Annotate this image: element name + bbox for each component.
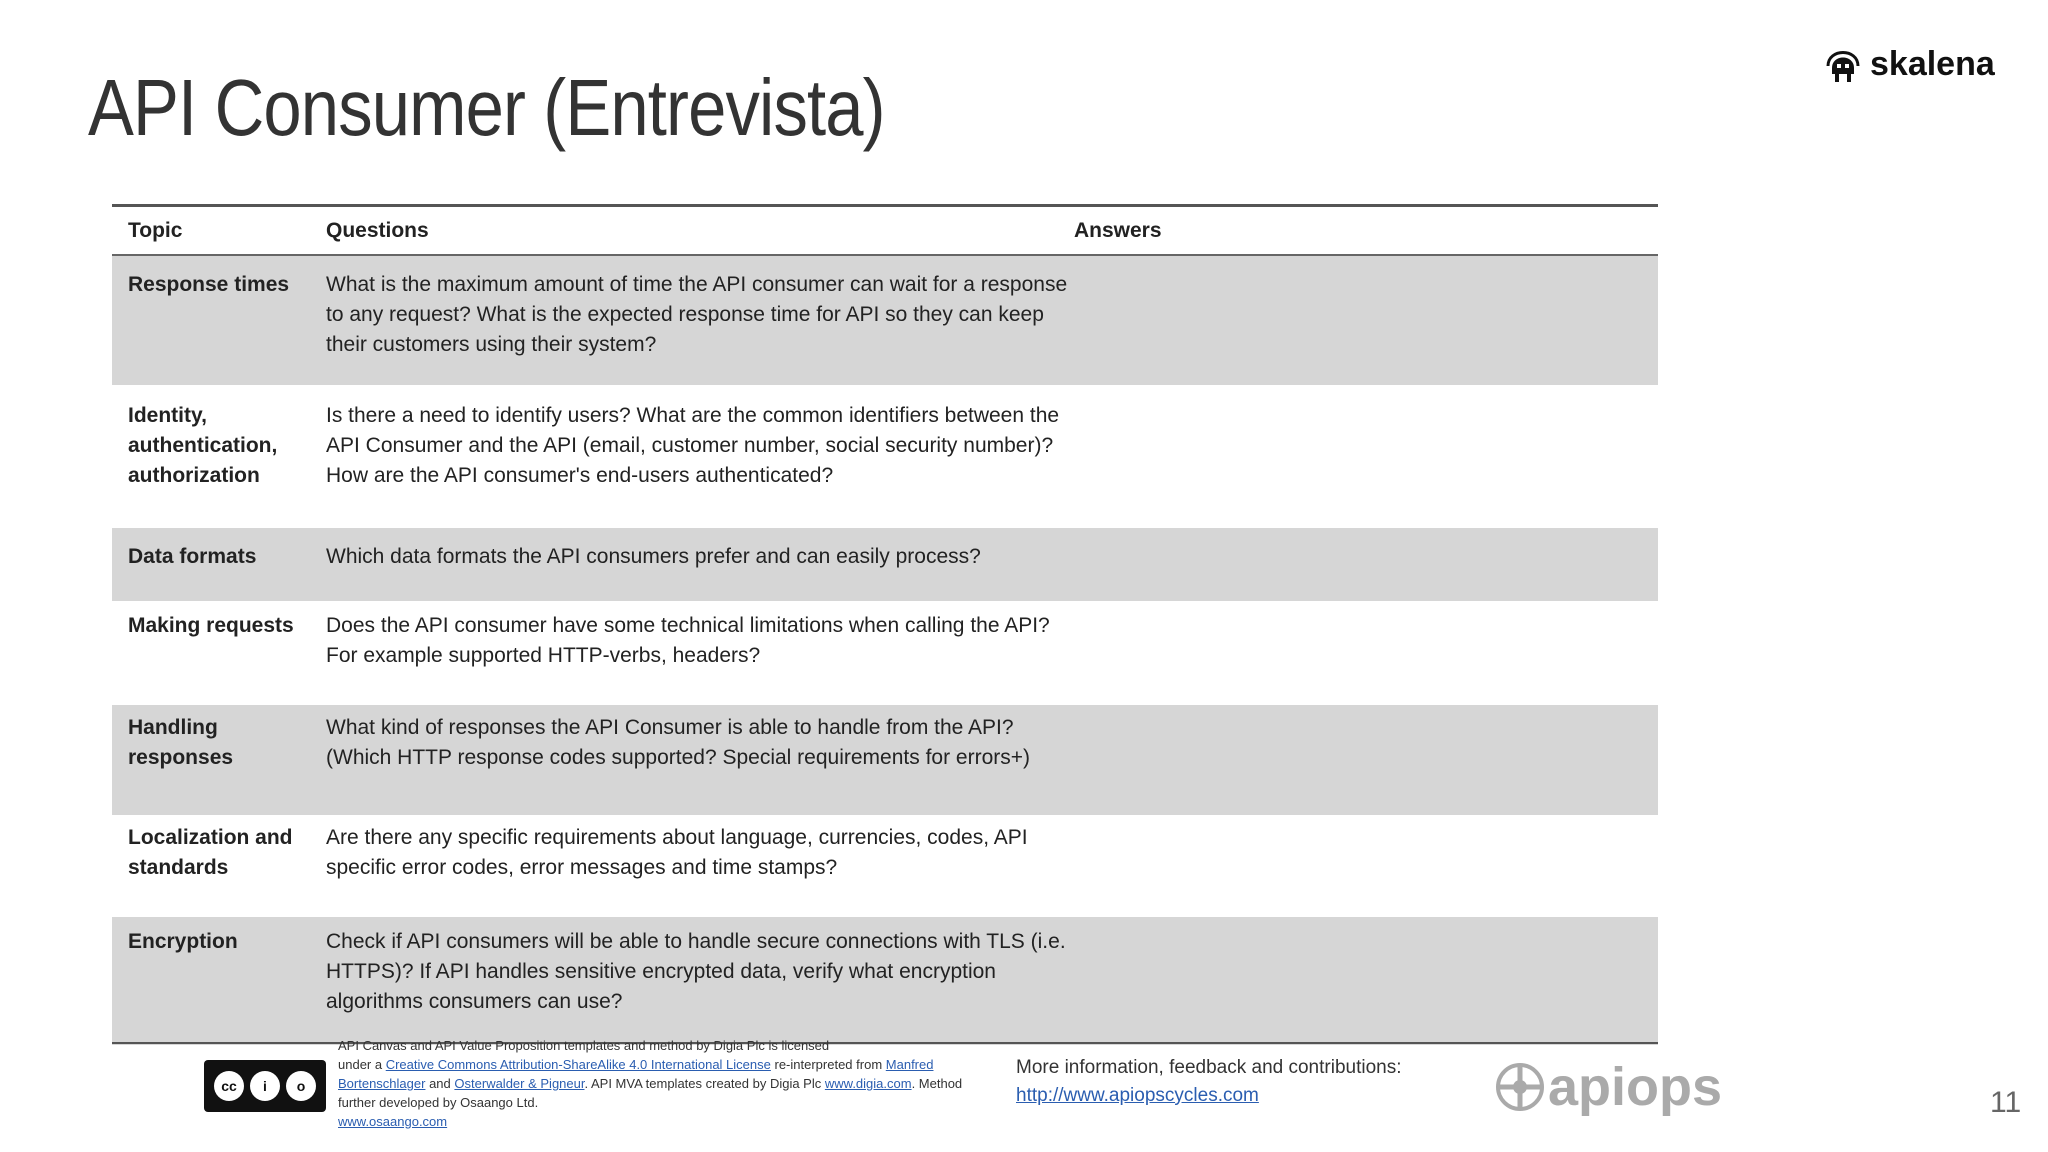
row-question: What is the maximum amount of time the API consumer can wait for a response to any request? What is the expected response time for API so they can keep their customers using their system? bbox=[326, 273, 1068, 356]
license-templates: . API MVA templates created by Digia Plc bbox=[584, 1076, 822, 1091]
table-row bbox=[112, 705, 1658, 815]
row-topic: Identity, authentication, authorization bbox=[128, 404, 278, 487]
license-and: and bbox=[429, 1076, 451, 1091]
apiops-link[interactable]: http://www.apiopscycles.com bbox=[1016, 1085, 1259, 1106]
row-topic: Data formats bbox=[128, 545, 257, 568]
apiops-gear-icon bbox=[1494, 1061, 1546, 1113]
table-header bbox=[112, 207, 1658, 256]
table-row bbox=[112, 256, 1658, 385]
header-questions: Questions bbox=[326, 218, 429, 242]
attribution-icon: i bbox=[250, 1071, 280, 1101]
canvas-footer bbox=[112, 1038, 1723, 1129]
row-topic: Response times bbox=[128, 273, 290, 296]
table-row bbox=[112, 917, 1658, 1045]
row-topic: Handling responses bbox=[128, 716, 234, 769]
license-method: . Method further developed by Osaango Ltd. bbox=[338, 1076, 963, 1110]
header-topic: Topic bbox=[128, 218, 183, 242]
row-answer bbox=[1070, 542, 1658, 601]
page-number: 11 bbox=[1990, 1086, 2022, 1119]
api-consumer-table bbox=[112, 204, 1658, 1045]
digia-link[interactable]: www.digia.com bbox=[824, 1076, 912, 1091]
table-row bbox=[112, 528, 1658, 601]
license-text bbox=[338, 1036, 978, 1131]
skalena-logo bbox=[1826, 44, 1995, 84]
row-answer bbox=[1070, 713, 1658, 815]
row-question: Does the API consumer have some technical limitations when calling the API? For example supported HTTP-verbs, headers? bbox=[326, 614, 1050, 667]
license-line1: API Canvas and API Value Proposition templates and method by Digia Plc is licensed bbox=[338, 1038, 830, 1053]
row-question: What kind of responses the API Consumer is able to handle from the API? (Which HTTP response codes supported? Special requirements for errors+) bbox=[326, 716, 1031, 769]
row-question: Is there a need to identify users? What are the common identifiers between the API Consumer and the API (email, customer number, social security number)? How are the API consumer's end-users authenticated? bbox=[326, 404, 1060, 487]
sharealike-icon: o bbox=[286, 1071, 316, 1101]
row-topic: Making requests bbox=[128, 614, 294, 637]
row-question: Check if API consumers will be able to handle secure connections with TLS (i.e. HTTPS)? If API handles sensitive encrypted data, verify what encryption algorithms consumers can use? bbox=[326, 930, 1066, 1013]
slide-title: API Consumer (Entrevista) bbox=[88, 63, 885, 152]
cc-license-link[interactable]: Creative Commons Attribution-ShareAlike 4.0 International License bbox=[385, 1057, 771, 1072]
row-answer bbox=[1070, 270, 1658, 385]
row-topic: Encryption bbox=[128, 930, 238, 953]
osaango-link[interactable]: www.osaango.com bbox=[338, 1114, 448, 1129]
apiops-logo bbox=[1494, 1056, 1722, 1118]
row-answer bbox=[1070, 401, 1658, 528]
license-re: re-interpreted from bbox=[774, 1057, 883, 1072]
row-answer bbox=[1070, 611, 1658, 705]
table-row bbox=[112, 815, 1658, 917]
more-info bbox=[1016, 1054, 1402, 1110]
creative-commons-badge bbox=[204, 1060, 326, 1112]
table-row bbox=[112, 385, 1658, 528]
row-answer bbox=[1070, 823, 1658, 917]
row-answer bbox=[1070, 927, 1658, 1045]
apiops-logo-text: apiops bbox=[1548, 1057, 1723, 1117]
row-topic: Localization and standards bbox=[128, 826, 293, 879]
table-row bbox=[112, 601, 1658, 705]
license-under: under a bbox=[338, 1057, 383, 1072]
more-info-text: More information, feedback and contributions: bbox=[1016, 1057, 1402, 1078]
cc-icon: cc bbox=[214, 1071, 244, 1101]
header-answers: Answers bbox=[1074, 218, 1162, 242]
skalena-mascot-icon bbox=[1826, 44, 1860, 84]
author1-link[interactable]: Manfred Bortenschlager bbox=[338, 1057, 934, 1091]
logo-text: skalena bbox=[1870, 44, 1995, 83]
row-question: Are there any specific requirements about language, currencies, codes, API specific error codes, error messages and time stamps? bbox=[326, 826, 1028, 879]
author2-link[interactable]: Osterwalder & Pigneur bbox=[454, 1076, 585, 1091]
row-question: Which data formats the API consumers prefer and can easily process? bbox=[326, 545, 981, 568]
